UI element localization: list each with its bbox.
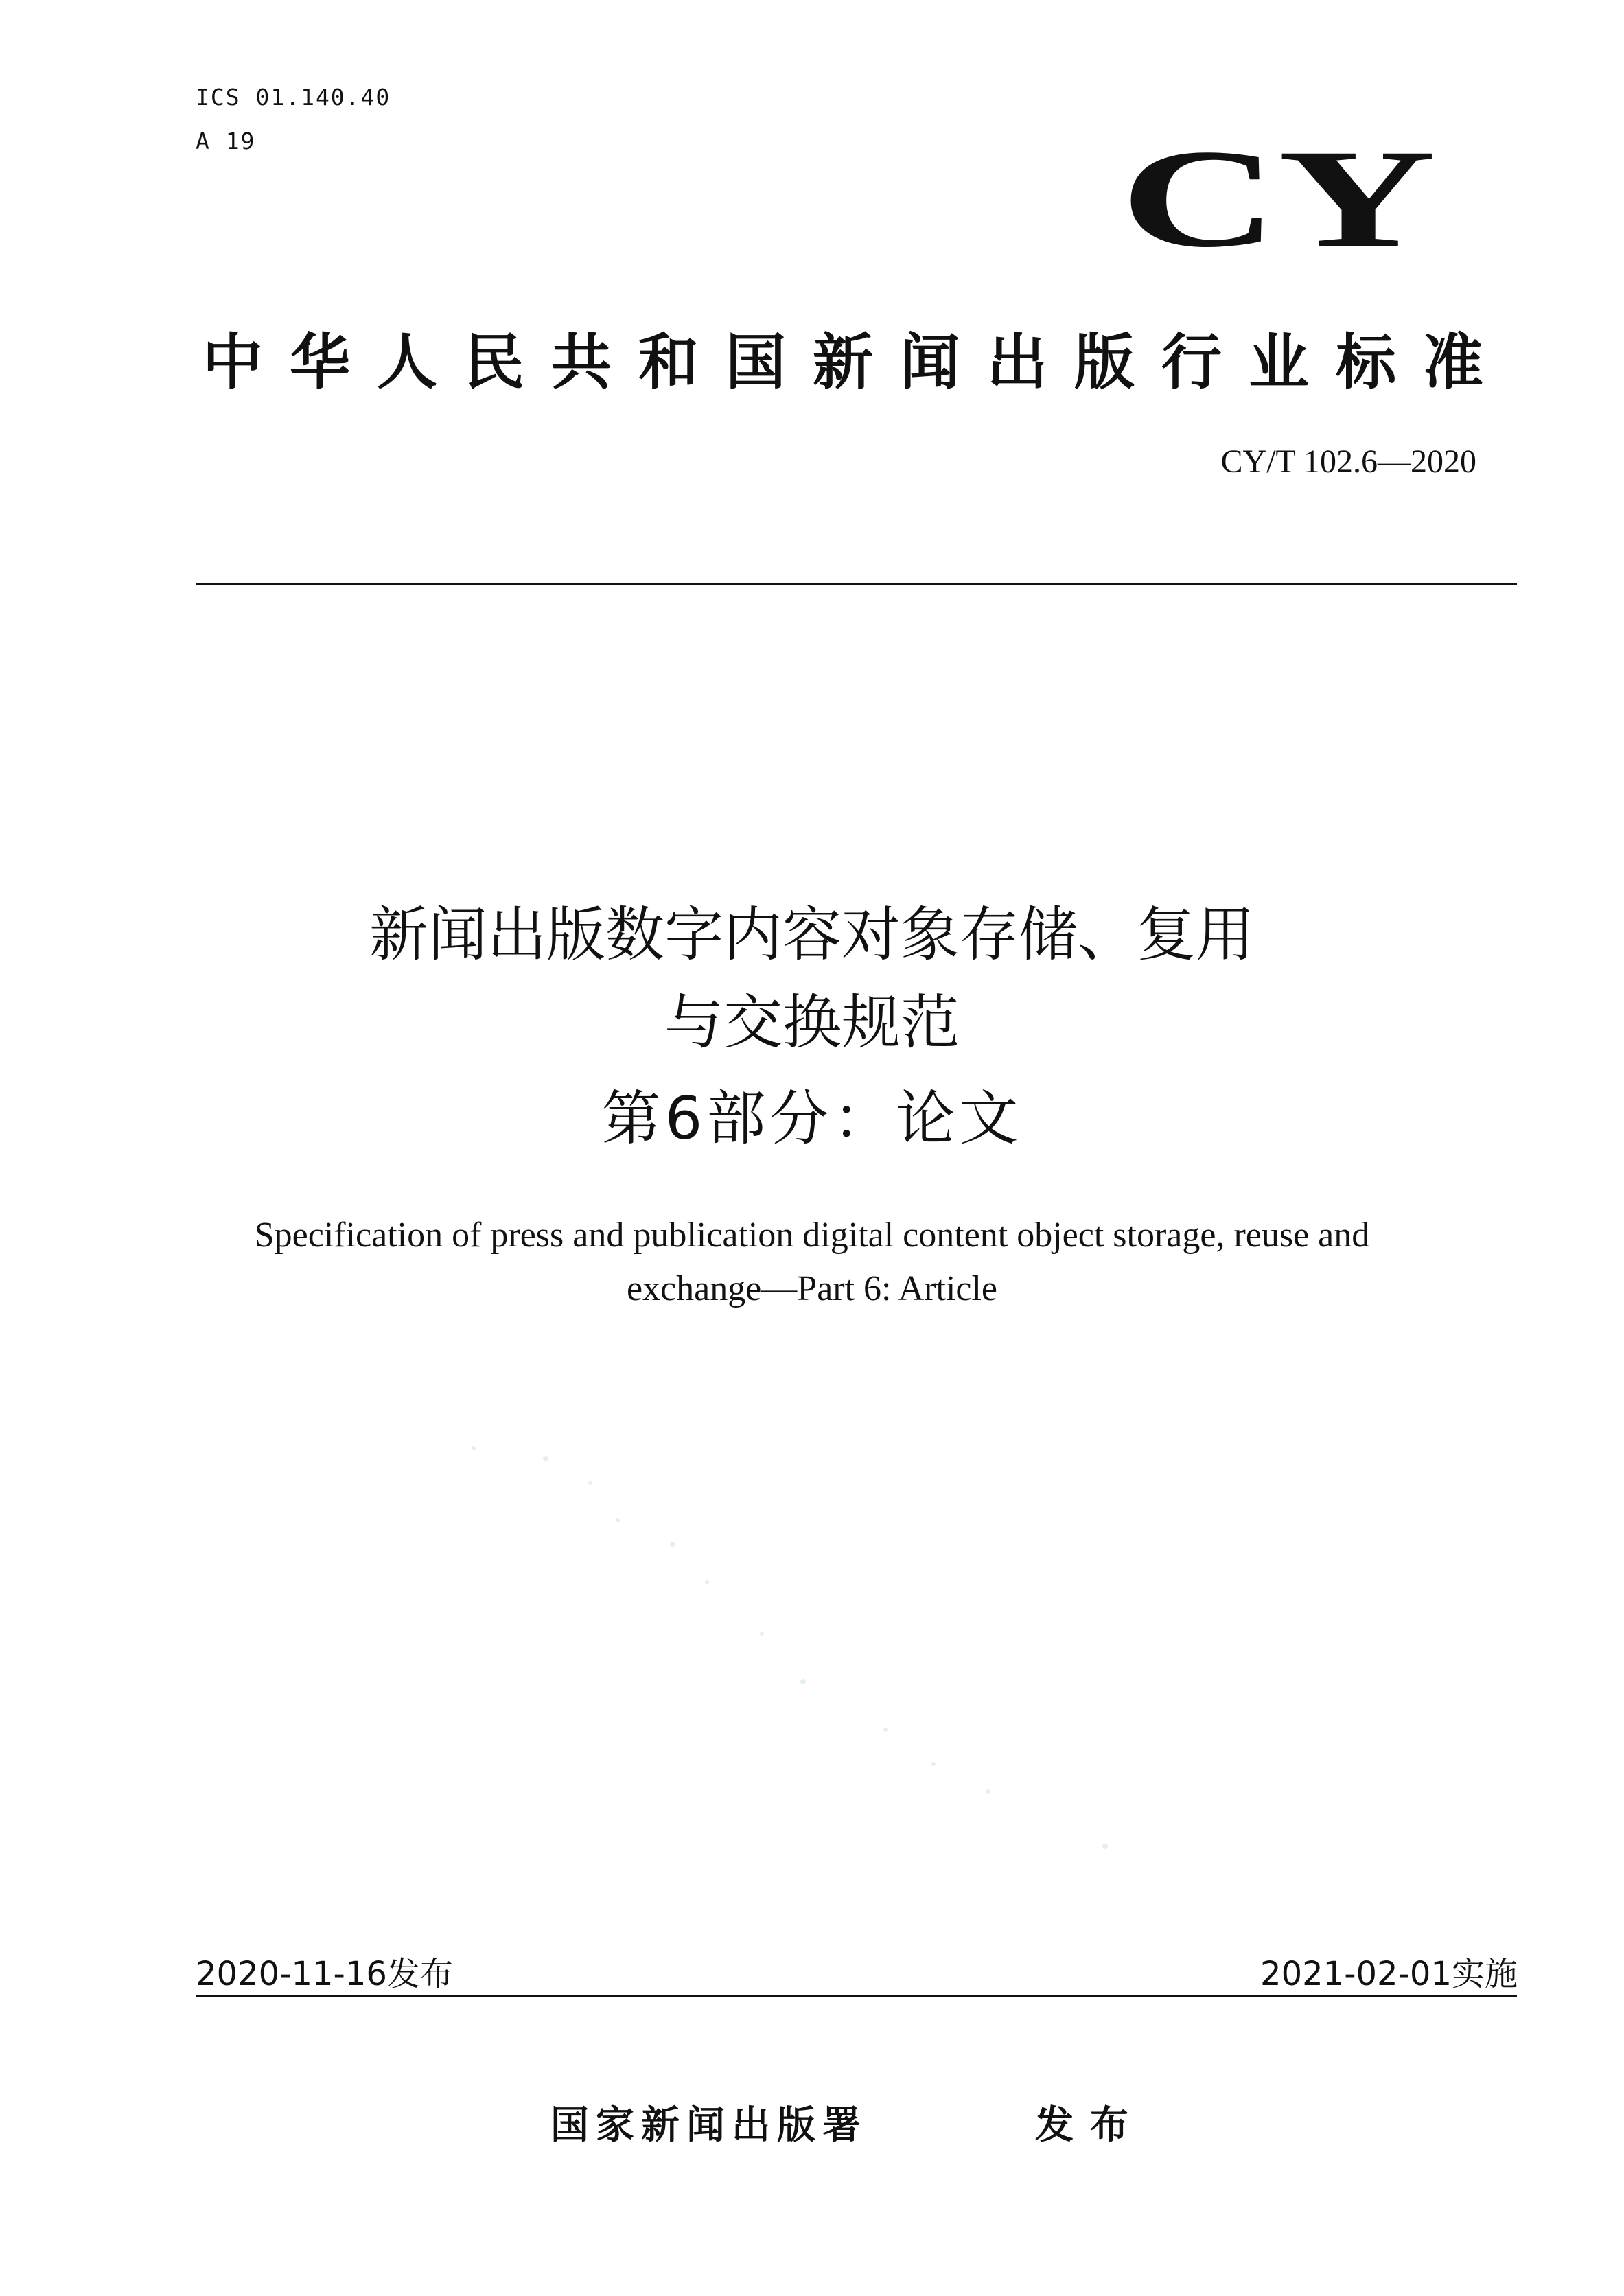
english-title-line-2: exchange—Part 6: Article	[626, 1269, 998, 1308]
bottom-divider	[196, 1995, 1517, 1997]
standard-organization-line: 中华人民共和国新闻出版行业标准	[202, 327, 1510, 397]
title-line-1: 新闻出版数字内容对象存储、复用	[369, 901, 1255, 969]
title-line-2: 与交换规范	[664, 988, 960, 1057]
implement-date: 2021-02-01实施	[1260, 1955, 1518, 1993]
title-line-3: 第6部分：论文	[601, 1085, 1023, 1153]
classification-code: A 19	[196, 128, 256, 154]
standard-code: CY/T 102.6—2020	[1220, 443, 1476, 480]
publish-action: 发布	[1035, 2103, 1145, 2148]
publisher-name: 国家新闻出版署	[550, 2103, 868, 2148]
logo-text: CY	[1120, 130, 1436, 268]
scan-specks	[412, 1407, 1304, 1888]
english-title-line-1: Specification of press and publication digital content object storage, reuse and	[254, 1216, 1370, 1255]
publish-date: 2020-11-16发布	[196, 1955, 453, 1993]
cy-logo	[1115, 130, 1441, 268]
ics-code: ICS 01.140.40	[196, 84, 391, 111]
top-divider	[196, 583, 1517, 585]
